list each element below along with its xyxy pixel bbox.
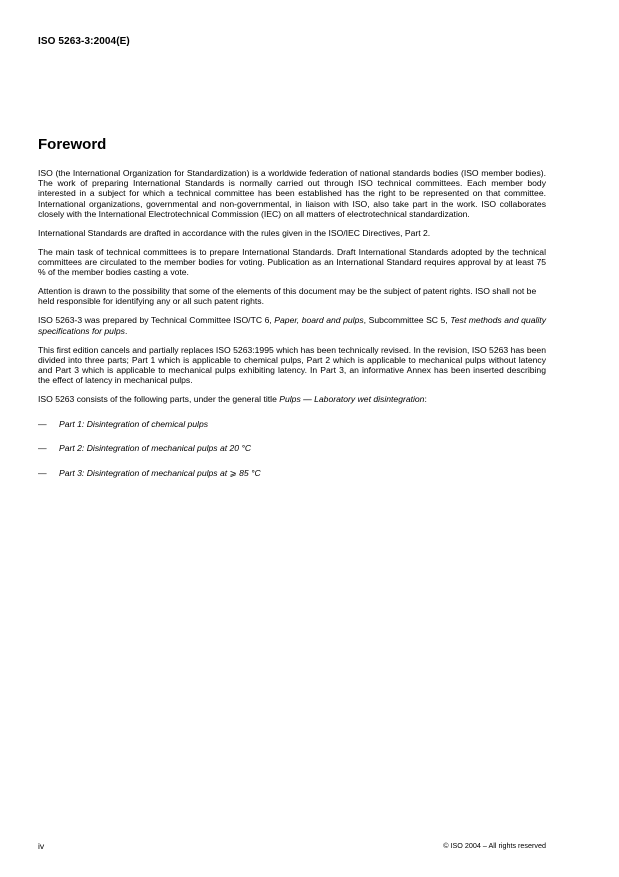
list-item	[38, 468, 546, 478]
list-dash: —	[38, 467, 47, 478]
general-title: Pulps — Laboratory wet disintegration	[279, 394, 425, 405]
paragraph-iso-overview: ISO (the International Organization for Standardization) is a worldwide federation of national standards bodies (ISO member bodies). The work of preparing International Standards is normally carried out through ISO technical committees. Each member body interested in a subject for which a technical committee has been established has the right to be represented on that committee. International organizations, governmental and non-governmental, in liaison with ISO, also take part in the work. ISO collaborates closely with the International Electrotechnical Commission (IEC) on all matters of electrotechnical standardization.	[38, 168, 546, 219]
paragraph-edition-note: This first edition cancels and partially replaces ISO 5263:1995 which has been technically revised. In the revision, ISO 5263 has been divided into three parts; Part 1 which is applicable to chemical pulps, Part 2 which is applicable to mechanical pulps without latency and Part 3 which is applicable to mechanical pulps exhibiting latency. In Part 3, an informative Annex has been inserted describing the effect of latency in mechanical pulps.	[38, 344, 546, 386]
prepared-by-suffix: .	[124, 325, 128, 336]
foreword-body	[38, 168, 546, 492]
prepared-by-middle: , Subcommittee SC 5,	[363, 315, 451, 326]
paragraph-parts-intro	[38, 394, 546, 404]
paragraph-patent-rights: Attention is drawn to the possibility that some of the elements of this document may be the subject of patent rights. ISO shall not be held responsible for identifying any or all such patent rights.	[38, 286, 537, 307]
list-item	[38, 419, 546, 429]
paragraph-committees-task: The main task of technical committees is to prepare International Standards. Draft International Standards adopted by the technical committees are circulated to the member bodies for voting. Publication as an International Standard requires approval by at least 75 % of the member bodies casting a vote.	[38, 246, 546, 278]
parts-intro-prefix: ISO 5263 consists of the following parts, under the general title	[38, 394, 280, 405]
list-item	[38, 443, 546, 453]
list-dash: —	[38, 443, 47, 454]
list-dash: —	[38, 418, 47, 429]
parts-intro-suffix: :	[424, 394, 427, 405]
part-3-title: Part 3: Disintegration of mechanical pulps at ⩾ 85 °C	[59, 467, 261, 478]
page-number: iv	[38, 841, 45, 851]
part-1-title: Part 1: Disintegration of chemical pulps	[59, 418, 209, 429]
paragraph-directives: International Standards are drafted in accordance with the rules given in the ISO/IEC Directives, Part 2.	[38, 227, 431, 238]
part-2-title: Part 2: Disintegration of mechanical pulps at 20 °C	[59, 443, 252, 454]
parts-list	[38, 419, 546, 478]
subcommittee-title: Test methods and quality specifications for pulps	[38, 315, 546, 336]
paragraph-prepared-by	[38, 315, 546, 335]
prepared-by-prefix: ISO 5263-3 was prepared by Technical Committee ISO/TC 6,	[38, 315, 275, 326]
document-code: ISO 5263-3:2004(E)	[38, 36, 130, 47]
copyright-notice: © ISO 2004 – All rights reserved	[443, 841, 546, 850]
page-title: Foreword	[38, 136, 107, 153]
technical-committee-title: Paper, board and pulps	[274, 315, 364, 326]
